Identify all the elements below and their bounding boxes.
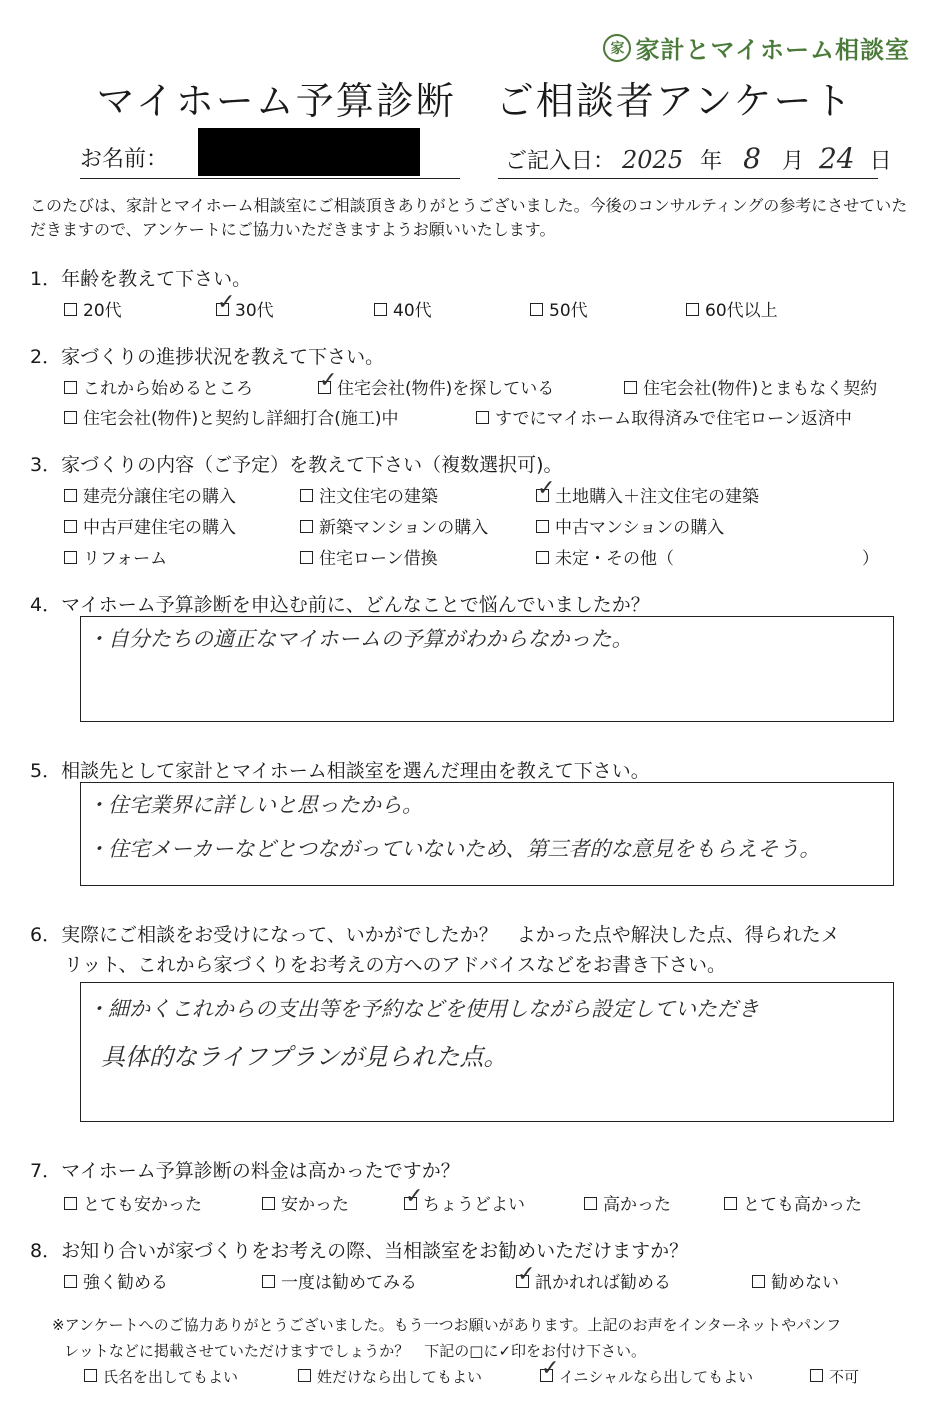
q6-label-1: 6．実際にご相談をお受けになって、いかがでしたか？ よかった点や解決した点、得られたメ xyxy=(30,924,840,946)
q8-option-3[interactable] xyxy=(516,1268,671,1293)
q2-label: 2．家づくりの進捗状況を教えて下さい。 xyxy=(30,346,385,368)
date-year-unit: 年 xyxy=(700,149,723,174)
logo xyxy=(603,30,910,65)
permission-note xyxy=(52,1312,912,1364)
checkbox[interactable] xyxy=(584,1197,597,1210)
option-label: 住宅ローン借換 xyxy=(319,549,438,569)
checkbox[interactable] xyxy=(300,520,313,533)
option-label: イニシャルなら出してもよい xyxy=(559,1368,754,1386)
page-title: マイホーム予算診断 ご相談者アンケート xyxy=(96,79,854,123)
option-label: 住宅会社(物件)を探している xyxy=(337,379,555,399)
option-label: 訊かれれば勧める xyxy=(535,1273,671,1293)
option-label: 高かった xyxy=(603,1195,671,1215)
q3-option-8[interactable] xyxy=(300,544,438,569)
option-label: 土地購入＋注文住宅の建築 xyxy=(555,487,759,507)
checkbox[interactable] xyxy=(752,1275,765,1288)
publish-option-surname[interactable] xyxy=(298,1366,482,1387)
checkbox[interactable] xyxy=(724,1197,737,1210)
q1-option-20s[interactable] xyxy=(64,296,122,321)
note-line-2: レットなどに掲載させていただけますでしょうか？ 下記の□に✓印をお付け下さい。 xyxy=(64,1342,647,1360)
option-label: ちょうどよい xyxy=(423,1195,525,1215)
q6-answer-1: ・細かくこれからの支出等を予約などを使用しながら設定していただき xyxy=(87,997,759,1021)
q7-option-2[interactable] xyxy=(262,1190,349,1215)
option-label: 姓だけなら出してもよい xyxy=(317,1368,483,1386)
q3-option-7[interactable] xyxy=(64,544,167,569)
checkbox[interactable] xyxy=(64,520,77,533)
option-label: すでにマイホーム取得済みで住宅ローン返済中 xyxy=(495,409,852,429)
date-row xyxy=(505,142,892,175)
q1-option-60s[interactable] xyxy=(686,296,778,321)
q3-option-9[interactable] xyxy=(536,544,674,569)
q8-option-2[interactable] xyxy=(262,1268,417,1293)
option-label: 中古マンションの購入 xyxy=(555,518,725,538)
checkbox[interactable] xyxy=(624,381,637,394)
option-label: とても高かった xyxy=(743,1195,862,1215)
q4-answer-box[interactable] xyxy=(80,616,894,722)
q8-option-4[interactable] xyxy=(752,1268,839,1293)
option-label: 40代 xyxy=(393,301,432,321)
q1-option-50s[interactable] xyxy=(530,296,588,321)
q3-option-4[interactable] xyxy=(64,513,236,538)
date-year: 2025 xyxy=(622,146,684,174)
q7-option-1[interactable] xyxy=(64,1190,202,1215)
checkbox[interactable] xyxy=(64,381,77,394)
name-redaction xyxy=(198,128,420,176)
checkbox-checked[interactable] xyxy=(404,1197,417,1210)
checkbox[interactable] xyxy=(476,411,489,424)
note-line-1: ※アンケートへのご協力ありがとうございました。もう一つお願いがあります。上記のお声をインターネットやパンフ xyxy=(52,1316,842,1334)
checkbox-checked[interactable] xyxy=(516,1275,529,1288)
q3-option-1[interactable] xyxy=(64,482,236,507)
q5-answer-box[interactable] xyxy=(80,782,894,886)
q5-answer-1: ・住宅業界に詳しいと思ったから。 xyxy=(87,793,423,817)
option-label: 中古戸建住宅の購入 xyxy=(83,518,236,538)
q2-option-5[interactable] xyxy=(476,404,852,429)
q6-label-2: リット、これから家づくりをお考えの方へのアドバイスなどをお書き下さい。 xyxy=(64,954,726,976)
q3-label: 3．家づくりの内容（ご予定）を教えて下さい（複数選択可)。 xyxy=(30,454,563,476)
option-label: 50代 xyxy=(549,301,588,321)
checkbox[interactable] xyxy=(262,1197,275,1210)
checkbox[interactable] xyxy=(64,303,77,316)
publish-option-initials[interactable] xyxy=(540,1366,753,1387)
date-underline xyxy=(498,178,878,179)
q3-option-2[interactable] xyxy=(300,482,438,507)
checkbox[interactable] xyxy=(810,1369,823,1382)
date-label: ご記入日： xyxy=(505,149,616,174)
q2-option-1[interactable] xyxy=(64,374,253,399)
q6-answer-2: 具体的なライフプランが見られた点。 xyxy=(101,1043,508,1071)
option-label: 30代 xyxy=(235,301,274,321)
q3-option-5[interactable] xyxy=(300,513,488,538)
publish-option-full-name[interactable] xyxy=(84,1366,238,1387)
publish-option-none[interactable] xyxy=(810,1366,859,1387)
q4-label: 4．マイホーム予算診断を申込む前に、どんなことで悩んでいましたか？ xyxy=(30,594,650,616)
q2-option-4[interactable] xyxy=(64,404,399,429)
option-label: これから始めるところ xyxy=(83,379,253,399)
option-label: 住宅会社(物件)と契約し詳細打合(施工)中 xyxy=(83,409,399,429)
checkbox[interactable] xyxy=(64,551,77,564)
checkbox[interactable] xyxy=(64,1275,77,1288)
checkbox[interactable] xyxy=(64,1197,77,1210)
checkbox[interactable] xyxy=(686,303,699,316)
q5-label: 5．相談先として家計とマイホーム相談室を選んだ理由を教えて下さい。 xyxy=(30,760,650,782)
option-label: とても安かった xyxy=(83,1195,202,1215)
option-label: 新築マンションの購入 xyxy=(319,518,489,538)
house-icon: 家 xyxy=(603,34,631,62)
option-label: 未定・その他（ xyxy=(555,549,674,569)
checkbox[interactable] xyxy=(536,520,549,533)
checkbox-checked[interactable] xyxy=(216,303,229,316)
q8-label: 8．お知り合いが家づくりをお考えの際、当相談室をお勧めいただけますか？ xyxy=(30,1240,689,1262)
q1-option-40s[interactable] xyxy=(374,296,432,321)
q6-answer-box[interactable] xyxy=(80,982,894,1122)
option-label: 安かった xyxy=(281,1195,349,1215)
logo-text: 家計とマイホーム相談室 xyxy=(635,36,910,64)
q7-option-5[interactable] xyxy=(724,1190,862,1215)
q3-option-6[interactable] xyxy=(536,513,724,538)
checkbox[interactable] xyxy=(530,303,543,316)
checkbox[interactable] xyxy=(262,1275,275,1288)
name-label: お名前： xyxy=(80,147,169,172)
option-label: 氏名を出してもよい xyxy=(103,1368,239,1386)
q7-option-3[interactable] xyxy=(404,1190,525,1215)
option-label: リフォーム xyxy=(83,549,168,569)
q8-option-1[interactable] xyxy=(64,1268,168,1293)
q7-option-4[interactable] xyxy=(584,1190,671,1215)
checkbox[interactable] xyxy=(374,303,387,316)
checkbox[interactable] xyxy=(298,1369,311,1382)
date-day-unit: 日 xyxy=(869,149,892,174)
checkbox[interactable] xyxy=(300,489,313,502)
q4-answer: ・自分たちの適正なマイホームの予算がわからなかった。 xyxy=(87,627,633,651)
q3-option-3[interactable] xyxy=(536,482,759,507)
option-label: 一度は勧めてみる xyxy=(281,1273,417,1293)
option-label: 注文住宅の建築 xyxy=(319,487,438,507)
option-label: 勧めない xyxy=(771,1273,839,1293)
date-month: 8 xyxy=(743,142,761,175)
date-month-unit: 月 xyxy=(781,149,804,174)
option-label: 建売分譲住宅の購入 xyxy=(83,487,236,507)
option-label: 不可 xyxy=(829,1368,860,1386)
checkbox[interactable] xyxy=(64,411,77,424)
q1-option-30s[interactable] xyxy=(216,296,274,321)
checkbox[interactable] xyxy=(64,489,77,502)
option-label: 60代以上 xyxy=(705,301,778,321)
q2-option-2[interactable] xyxy=(318,374,554,399)
checkbox-checked[interactable] xyxy=(318,381,331,394)
q3-other-close: ） xyxy=(862,549,879,569)
intro-text: このたびは、家計とマイホーム相談室にご相談頂きありがとうございました。今後のコンサルティングの参考にさせていただきますので、アンケートにご協力いただきますようお願いいたします。 xyxy=(30,196,908,239)
checkbox[interactable] xyxy=(300,551,313,564)
option-label: 20代 xyxy=(83,301,122,321)
q5-answer-2: ・住宅メーカーなどとつながっていないため、第三者的な意見をもらえそう。 xyxy=(87,837,821,861)
q2-option-3[interactable] xyxy=(624,374,877,399)
name-underline xyxy=(80,178,460,179)
checkbox[interactable] xyxy=(536,551,549,564)
date-day: 24 xyxy=(818,142,855,175)
option-label: 強く勧める xyxy=(83,1273,168,1293)
checkbox[interactable] xyxy=(84,1369,97,1382)
q7-label: 7．マイホーム予算診断の料金は高かったですか？ xyxy=(30,1160,460,1182)
q1-label: 1．年齢を教えて下さい。 xyxy=(30,268,252,290)
checkbox-checked[interactable] xyxy=(540,1369,553,1382)
checkbox-checked[interactable] xyxy=(536,489,549,502)
option-label: 住宅会社(物件)とまもなく契約 xyxy=(643,379,878,399)
